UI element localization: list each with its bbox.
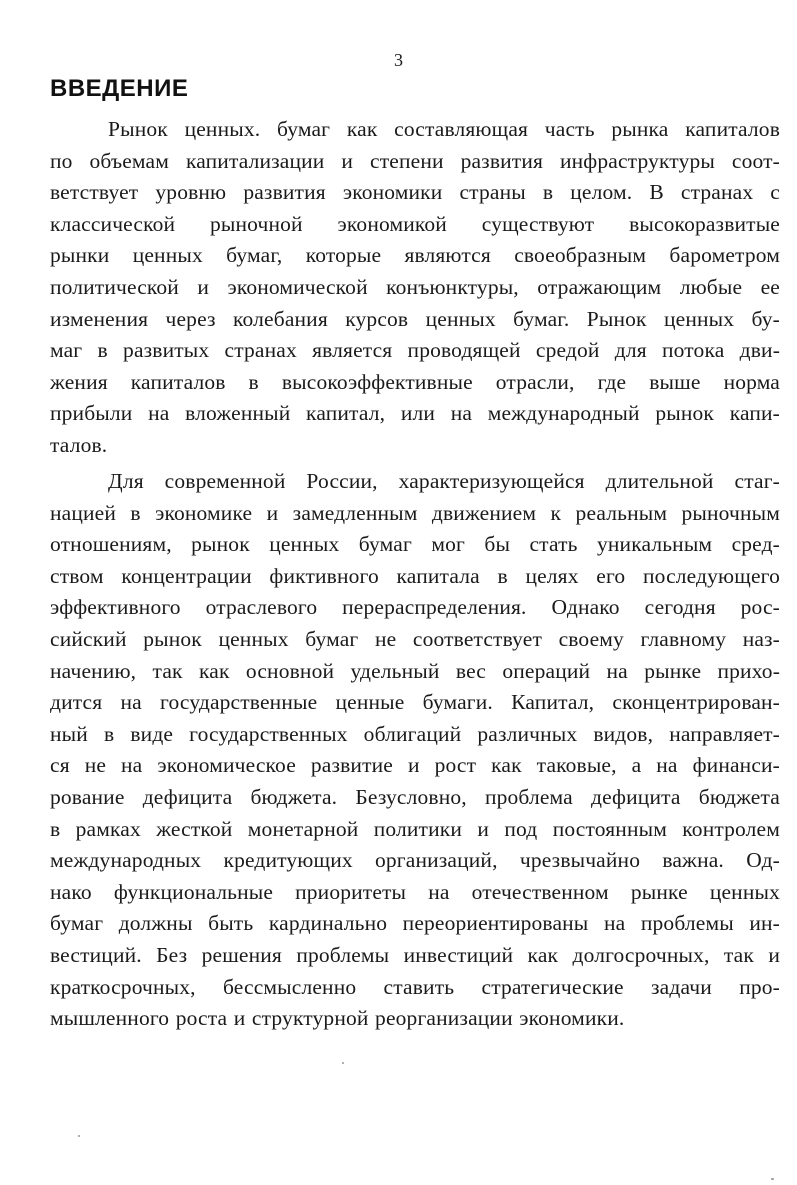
paragraph-2	[50, 466, 780, 1035]
text-line: отношениям, рынок ценных бумаг мог бы стать уникальным сред-	[50, 532, 780, 557]
text-line: жения капиталов в высокоэффективные отрасли, где выше норма	[50, 369, 780, 394]
text-line: прибыли на вложенный капитал, или на международный рынок капи-	[50, 401, 780, 426]
text-line: вестиций. Без решения проблемы инвестиций как долгосрочных, так и	[50, 942, 780, 967]
text-line: классической рыночной экономикой существуют высокоразвитые	[50, 211, 780, 236]
text-line: Рынок ценных. бумаг как составляющая часть рынка капиталов	[108, 117, 780, 141]
text-line: дится на государственные ценные бумаги. Капитал, сконцентрирован-	[50, 690, 780, 715]
text-line: мышленного роста и структурной реорганизации экономики.	[50, 1006, 625, 1031]
text-line: рынки ценных бумаг, которые являются своеобразным барометром	[50, 243, 780, 268]
text-line: нако функциональные приоритеты на отечественном рынке ценных	[50, 879, 780, 904]
text-line: сийский рынок ценных бумаг не соответствует своему главному наз-	[50, 626, 780, 651]
text-line: в рамках жесткой монетарной политики и под постоянным контролем	[50, 816, 780, 841]
text-line: эффективного отраслевого перераспределения. Однако сегодня рос-	[50, 595, 780, 620]
text-line: ством концентрации фиктивного капитала в целях его последующего	[50, 563, 780, 588]
scan-speck	[342, 1062, 344, 1064]
text-line: талов.	[50, 432, 108, 457]
page-number: 3	[394, 50, 403, 70]
text-line: международных кредитующих организаций, чрезвычайно важна. Од-	[50, 848, 780, 873]
text-line: ветствует уровню развития экономики страны в целом. В странах с	[50, 180, 780, 205]
text-line: нацией в экономике и замедленным движением к реальным рыночным	[50, 500, 780, 525]
text-line: ный в виде государственных облигаций различных видов, направляет-	[50, 721, 780, 746]
scan-speck	[78, 1135, 80, 1137]
text-line: маг в развитых странах является проводящей средой для потока дви-	[50, 338, 780, 363]
text-line: Для современной России, характеризующейся длительной стаг-	[108, 469, 780, 493]
text-line: ся не на экономическое развитие и рост как таковые, а на финанси-	[50, 753, 780, 778]
text-line: бумаг должны быть кардинально переориентированы на проблемы ин-	[50, 911, 780, 936]
paragraph-1	[50, 114, 780, 462]
text-line: краткосрочных, бессмысленно ставить стратегические задачи про-	[50, 974, 780, 999]
text-line: начению, так как основной удельный вес операций на рынке прихо-	[50, 658, 780, 683]
section-heading: ВВЕДЕНИЕ	[50, 75, 189, 102]
text-line: изменения через колебания курсов ценных бумаг. Рынок ценных бу-	[50, 306, 780, 331]
text-line: по объемам капитализации и степени развития инфраструктуры соот-	[50, 148, 780, 173]
scan-speck	[771, 1178, 774, 1180]
text-line: политической и экономической конъюнктуры, отражающим любые ее	[50, 274, 780, 299]
text-line: рование дефицита бюджета. Безусловно, проблема дефицита бюджета	[50, 784, 780, 809]
